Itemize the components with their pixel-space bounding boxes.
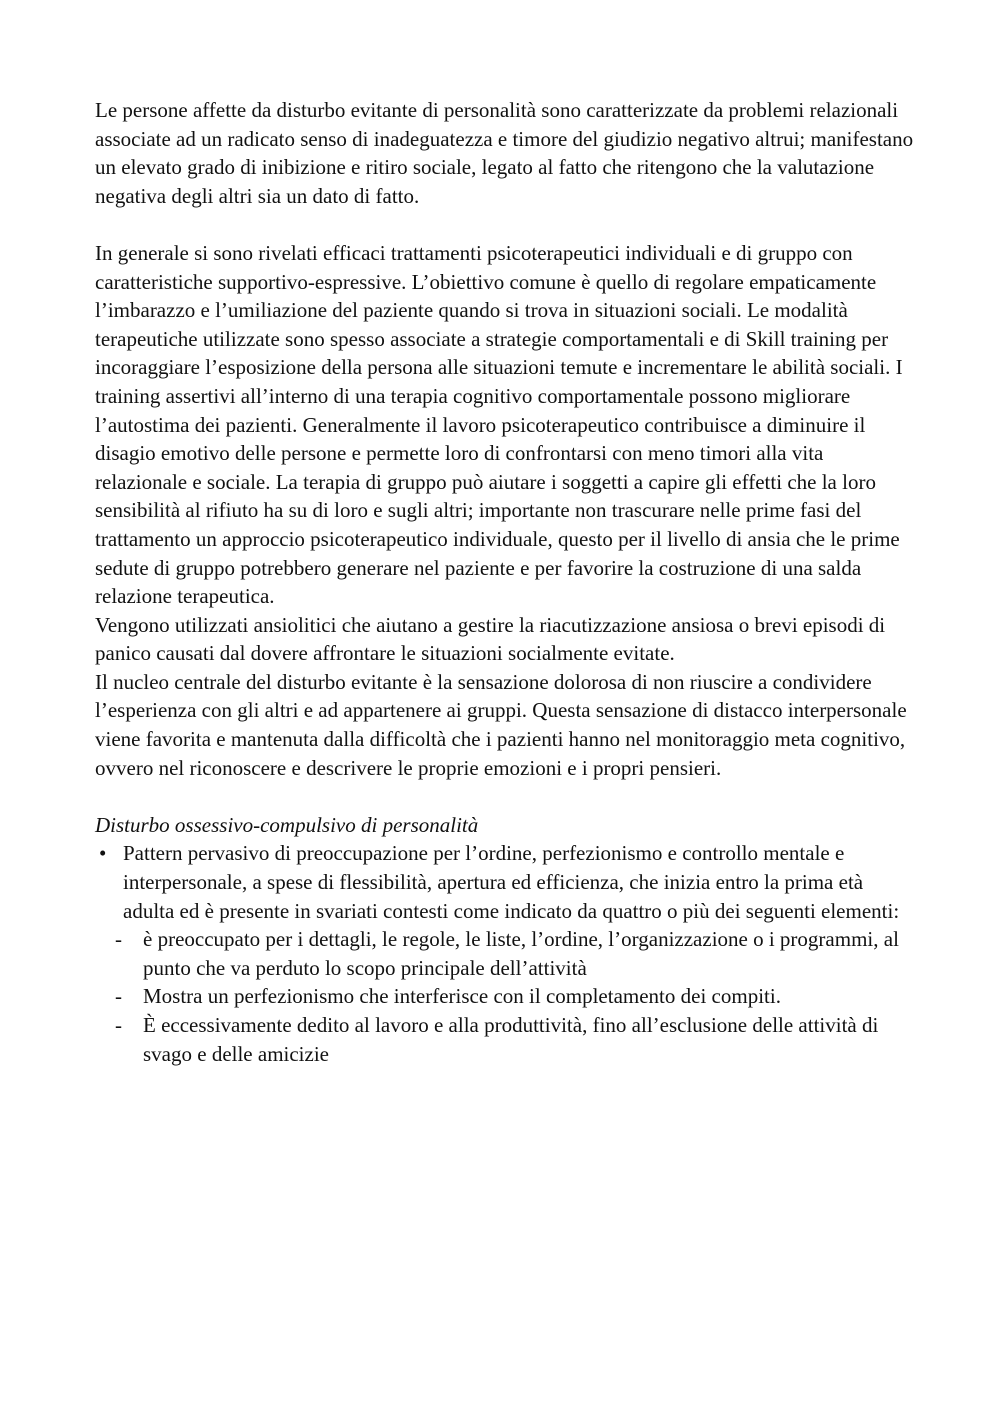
- criteria-item: [115, 1011, 915, 1068]
- paragraph-core-nucleus: Il nucleo centrale del disturbo evitante è la sensazione dolorosa di non riuscire a condividere l’esperienza con gli altri e ad appartenere ai gruppi. Questa sensazione di distacco interpersonale viene favorita e mantenuta dalla difficoltà che i pazienti hanno nel monitoraggio meta cognitivo, ovvero nel riconoscere e descrivere le proprie emozioni e i propri pensieri.: [95, 669, 907, 780]
- section-title: Disturbo ossessivo-compulsivo di personalità: [95, 812, 479, 837]
- paragraph-avoidant-description: Le persone affette da disturbo evitante di personalità sono caratterizzate da problemi relazionali associate ad un radicato senso di inadeguatezza e timore del giudizio negativo altrui; manifestano un elevato grado di inibizione e ritiro sociale, legato al fatto che ritengono che la valutazione negativa degli altri sia un dato di fatto.: [95, 98, 914, 208]
- criteria-text: È eccessivamente dedito al lavoro e alla produttività, fino all’esclusione delle attività di svago e delle amicizie: [143, 1013, 879, 1066]
- bullet-icon: •: [99, 841, 107, 866]
- criteria-item: [115, 982, 915, 1011]
- paragraph-anxiolytics: Vengono utilizzati ansiolitici che aiutano a gestire la riacutizzazione ansiosa o brevi episodi di panico causati dal dovere affrontare le situazioni socialmente evitate.: [95, 612, 886, 666]
- dash-icon: -: [115, 927, 122, 952]
- bullet-item: [95, 839, 915, 1068]
- criteria-text: Mostra un perfezionismo che interferisce con il completamento dei compiti.: [143, 984, 781, 1009]
- criteria-list: [115, 925, 915, 1068]
- document-page: [95, 96, 915, 1068]
- bullet-text: Pattern pervasivo di preoccupazione per l’ordine, perfezionismo e controllo mentale e interpersonale, a spese di flessibilità, apertura ed efficienza, che inizia entro la prima età adulta ed è presente in svariati contesti come indicato da quattro o più dei seguenti elementi:: [123, 841, 900, 923]
- bullet-list: [95, 839, 915, 1068]
- criteria-item: [115, 925, 915, 982]
- paragraph-spacer: [95, 210, 915, 239]
- paragraph-spacer: [95, 782, 915, 811]
- dash-icon: -: [115, 1013, 122, 1037]
- dash-icon: -: [115, 984, 122, 1009]
- paragraph-treatment: In generale si sono rivelati efficaci trattamenti psicoterapeutici individuali e di gruppo con caratteristiche supportivo-espressive. L’obiettivo comune è quello di regolare empaticamente l’imbarazzo e l’umiliazione del paziente quando si trova in situazioni sociali. Le modalità terapeutiche utilizzate sono spesso associate a strategie comportamentali e di Skill training per incoraggiare l’esposizione della persona alle situazioni temute e incrementare le abilità sociali. I training assertivi all’interno di una terapia cognitivo comportamentale possono migliorare l’autostima dei pazienti. Generalmente il lavoro psicoterapeutico contribuisce a diminuire il disagio emotivo delle persone e permette loro di confrontarsi con meno timori alla vita relazionale e sociale. La terapia di gruppo può aiutare i soggetti a capire gli effetti che la loro sensibilità al rifiuto ha su di loro e sugli altri; importante non trascurare nelle prime fasi del trattamento un approccio psicoterapeutico individuale, questo per il livello di ansia che le prime sedute di gruppo potrebbero generare nel paziente e per favorire la costruzione di una salda relazione terapeutica.: [95, 240, 903, 609]
- criteria-text: è preoccupato per i dettagli, le regole, le liste, l’ordine, l’organizzazione o i programmi, al punto che va perduto lo scopo principale dell’attività: [143, 927, 899, 980]
